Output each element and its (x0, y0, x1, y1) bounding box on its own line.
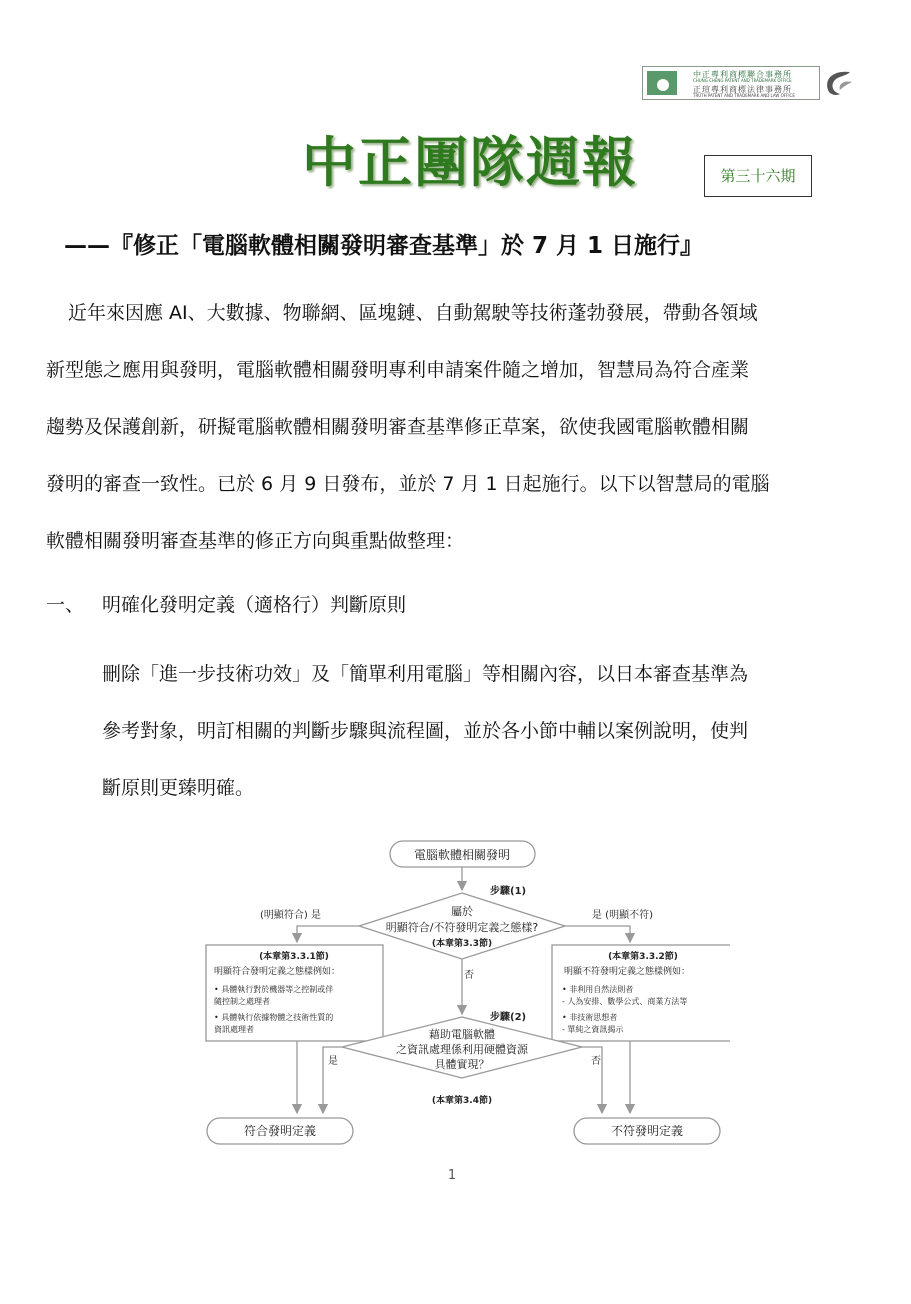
left-box-item: 隨控制之處理者 (214, 997, 270, 1006)
step2-q3: 具體實現？ (434, 1058, 490, 1071)
right-box-item: - 單純之資訊揭示 (562, 1025, 624, 1034)
article-subtitle: ——『修正「電腦軟體相關發明審查基準」於 7 月 1 日施行』 (64, 233, 704, 259)
step2-q1: 藉助電腦軟體 (429, 1028, 495, 1041)
section-line: 刪除「進一步技術功效」及「簡單利用電腦」等相關內容，以日本審查基準為 (102, 663, 749, 685)
intro-line: 趨勢及保護創新，研擬電腦軟體相關發明審查基準修正草案，欲使我國電腦軟體相關 (46, 416, 750, 438)
right-box-heading: 明顯不符發明定義之態樣例如： (564, 967, 691, 977)
section-1-body (102, 646, 862, 817)
step1-label: 步驟(1) (490, 886, 527, 897)
intro-line: 近年來因應 AI、大數據、物聯網、區塊鏈、自動駕駛等技術蓬勃發展，帶動各領域 (68, 302, 758, 324)
left-box-item: 資訊處理者 (214, 1025, 254, 1034)
left-box-ref: (本章第3.3.1節) (259, 952, 329, 962)
no-label-1: 否 (464, 970, 474, 981)
step1-ref: (本章第3.3節) (431, 939, 493, 949)
left-box-item: • 具體執行依據物體之技術性質的 (214, 1013, 334, 1022)
logo-text-1: 中正專利商標聯合事務所 (693, 70, 792, 79)
end-right-text: 不符發明定義 (610, 1124, 684, 1138)
left-box-item: • 具體執行對於機器等之控制或伴 (214, 985, 334, 994)
step2-q2: 之資訊處理係利用硬體資源 (396, 1043, 528, 1056)
intro-line: 發明的審查一致性。已於 6 月 9 日發布，並於 7 月 1 日起施行。以下以智慧局的電腦 (46, 473, 770, 495)
step1-q2: 明顯符合/不符發明定義之態樣? (385, 921, 539, 934)
page-number: 1 (447, 1168, 457, 1183)
newsletter-title: 中正團隊週報 (302, 131, 638, 194)
end-left-text: 符合發明定義 (243, 1124, 317, 1138)
logo-frame (642, 66, 820, 100)
section-line: 斷原則更臻明確。 (102, 777, 255, 799)
intro-line: 軟體相關發明審查基準的修正方向與重點做整理： (46, 530, 465, 552)
left-box-heading: 明顯符合發明定義之態樣例如： (214, 967, 341, 977)
logo-mark-icon (647, 71, 677, 95)
section-title: 明確化發明定義（適格行）判斷原則 (102, 594, 407, 616)
logo-text-3: 正瑄專利商標法律事務所 (693, 85, 792, 94)
logo-text-4: TRUTH PATENT AND TRADEMARK AND LAW OFFICE (693, 93, 795, 98)
section-line: 參考對象，明訂相關的判斷步驟與流程圖，並於各小節中輔以案例說明，使判 (102, 720, 749, 742)
logo-swirl-icon (822, 68, 854, 98)
intro-paragraph (46, 285, 862, 570)
logo-text-2: CHUNG CHENG PATENT AND TRADEMARK OFFICE (693, 78, 792, 83)
issue-number-box: 第三十六期 (704, 155, 812, 197)
section-1-heading (46, 580, 406, 630)
step2-label: 步驟(2) (490, 1012, 527, 1023)
no-label-2: 否 (591, 1056, 601, 1067)
step1-q1: 屬於 (451, 905, 473, 918)
intro-line: 新型態之應用與發明，電腦軟體相關發明專利申請案件隨之增加，智慧局為符合產業 (46, 359, 750, 381)
left-yes-label: (明顯符合) 是 (260, 910, 321, 921)
flow-start-text: 電腦軟體相關發明 (413, 848, 511, 862)
right-box-item: • 非技術思想者 (562, 1013, 618, 1022)
right-box-ref: (本章第3.3.2節) (608, 952, 678, 962)
company-logo (642, 66, 858, 100)
yes-label-2: 是 (328, 1056, 338, 1067)
section-number: 一、 (46, 594, 85, 616)
right-box-item: - 人為安排、數學公式、商業方法等 (562, 997, 688, 1006)
right-yes-label: 是 (明顯不符) (592, 910, 653, 921)
flowchart (200, 838, 730, 1150)
right-box-item: • 非利用自然法則者 (562, 985, 634, 994)
step2-ref: (本章第3.4節) (431, 1096, 493, 1106)
